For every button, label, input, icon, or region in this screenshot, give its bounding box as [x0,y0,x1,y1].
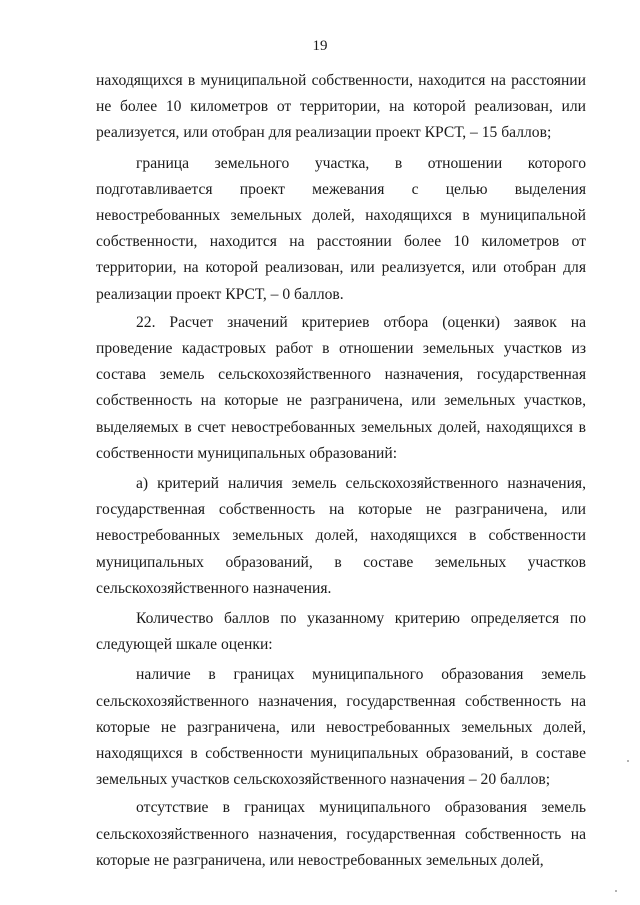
paragraph-continued: находящихся в муниципальной собственности, находится на расстоянии не более 10 километров от территории, на которой реализован, или реализуется, или отобран для реализации проект КРСТ, – 15 баллов; [96,72,586,142]
paragraph-item-22: 22. Расчет значений критериев отбора (оценки) заявок на проведение кадастровых работ в отношении земельных участков из состава земель сельскохозяйственного назначения, государственная собственность на которые не разграничена, или земельных участков, выделяемых в счет невостребованных земельных долей, находящихся в собственности муниципальных образований: [96,313,586,462]
paragraph-criterion-a: а) критерий наличия земель сельскохозяйственного назначения, государственная собственность на которые не разграничена, или невостребованных земельных долей, находящихся в собственности муниципальных образований, в составе земельных участков сельскохозяйственного назначения. [96,475,586,597]
paragraph-scale-presence: наличие в границах муниципального образования земель сельскохозяйственного назначения, государственная собственность на которые не разграничена, или невостребованных земельных долей, находящихся в собственности муниципальных образований, в составе земельных участков сельскохозяйственного назначения – 20 баллов; [96,666,586,789]
paragraph-scale-absence: отсутствие в границах муниципального образования земель сельскохозяйственного назначения, государственная собственность на которые не разграничена, или невостребованных земельных долей, [96,799,586,869]
scan-speck [615,890,617,892]
scan-speck [627,760,629,762]
page-number: 19 [312,38,328,54]
document-body [96,68,586,874]
paragraph-scale-intro: Количество баллов по указанному критерию определяется по следующей шкале оценки: [96,610,586,654]
paragraph: граница земельного участка, в отношении которого подготавливается проект межевания с целью выделения невостребованных земельных долей, находящихся в муниципальной собственности, находится на расстоянии более 10 километров от территории, на которой реализован, или реализуется, или отобран для реализации проект КРСТ, – 0 баллов. [96,154,586,303]
